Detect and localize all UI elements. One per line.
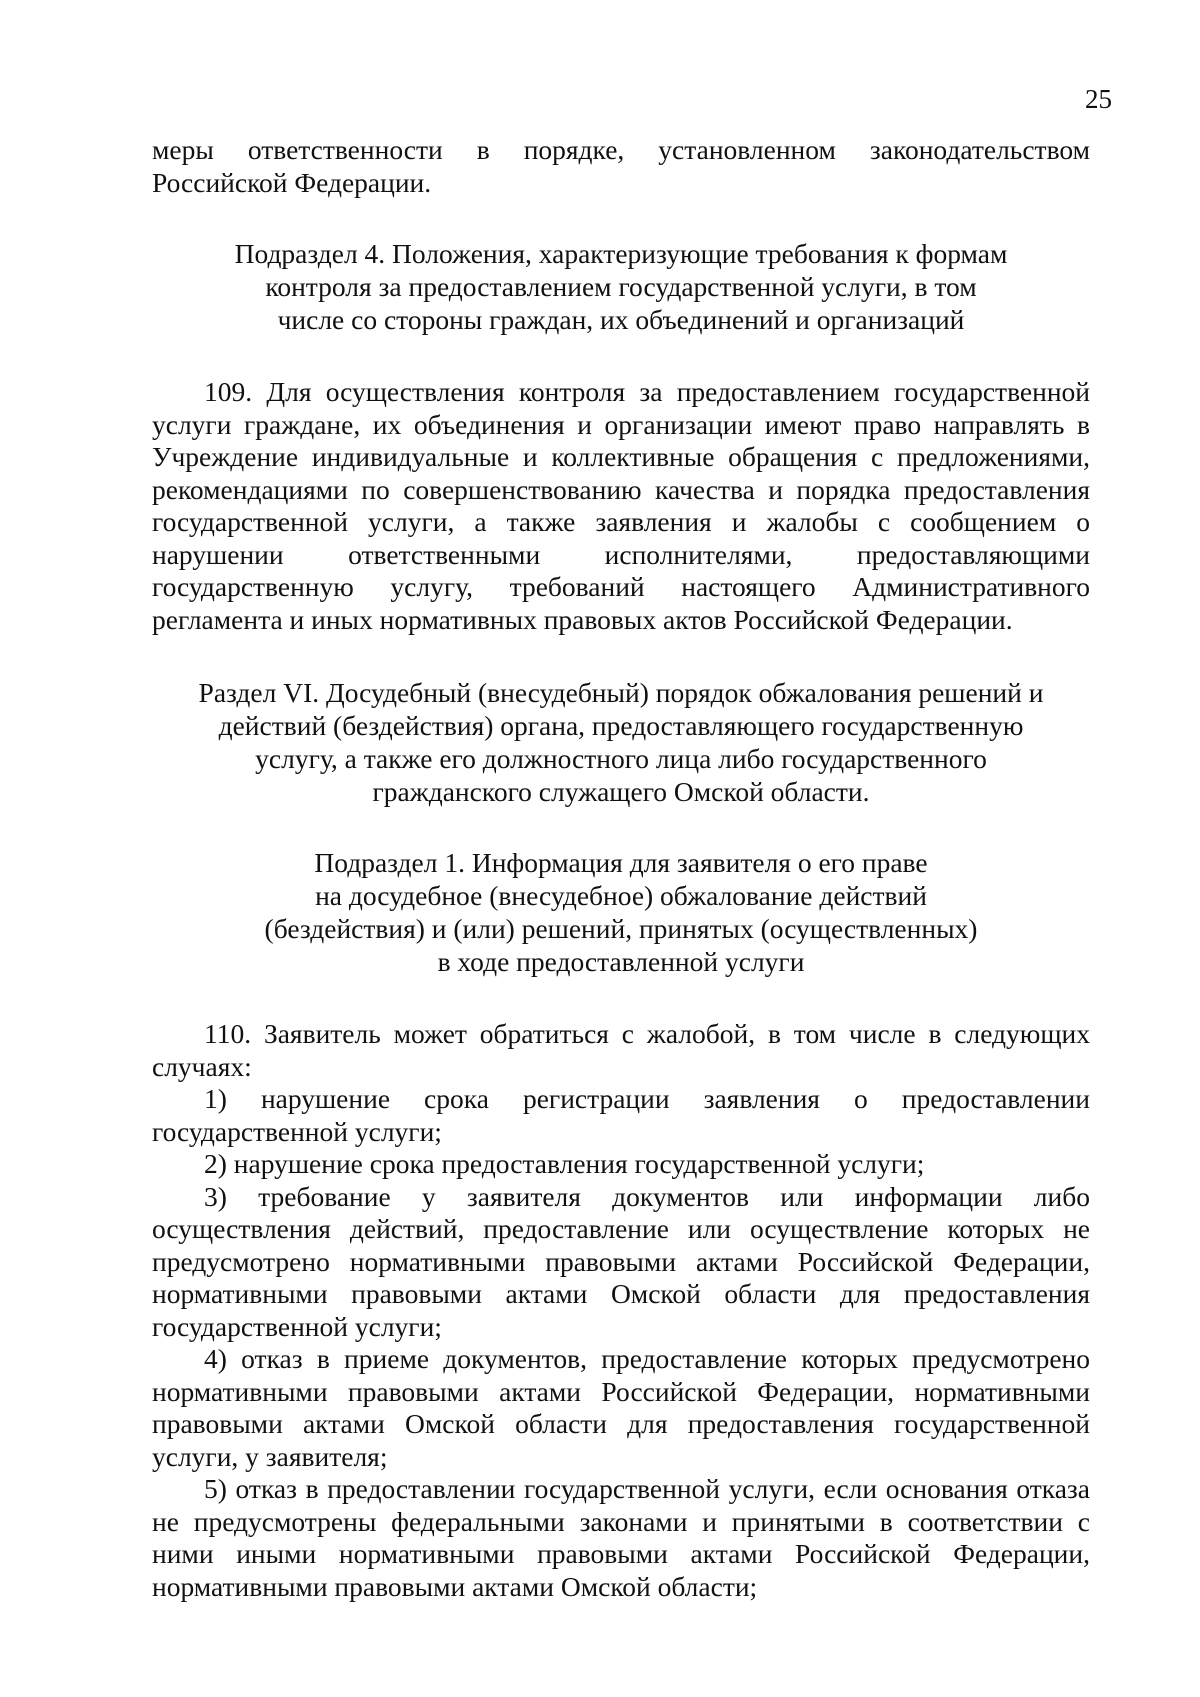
heading-line: числе со стороны граждан, их объединений и организаций bbox=[277, 304, 965, 335]
heading-line: контроля за предоставлением государственной услуги, в том bbox=[265, 271, 977, 302]
heading-line: Раздел VI. Досудебный (внесудебный) порядок обжалования решений и bbox=[198, 677, 1044, 708]
list-item: 2) нарушение срока предоставления государственной услуги; bbox=[204, 1148, 925, 1179]
subsection-1-heading bbox=[152, 846, 1090, 978]
heading-line: (бездействия) и (или) решений, принятых (осуществленных) bbox=[264, 913, 978, 944]
heading-line: услугу, а также его должностного лица либо государственного bbox=[255, 743, 987, 774]
heading-line: Подраздел 1. Информация для заявителя о его праве bbox=[314, 847, 928, 878]
section-6-heading bbox=[152, 676, 1090, 808]
intro-paragraph: меры ответственности в порядке, установленном законодательством Российской Федерации. bbox=[152, 134, 1090, 198]
subsection-4-heading bbox=[152, 237, 1090, 336]
page-number: 25 bbox=[1085, 84, 1112, 114]
list-item: 4) отказ в приеме документов, предоставление которых предусмотрено нормативными правовыми актами Российской Федерации, нормативными правовыми актами Омской области для предоставления государственной услуги, у заявителя; bbox=[152, 1343, 1090, 1472]
list-item: 1) нарушение срока регистрации заявления о предоставлении государственной услуги; bbox=[152, 1083, 1090, 1147]
heading-line: действий (бездействия) органа, предоставляющего государственную bbox=[218, 710, 1024, 741]
heading-line: в ходе предоставленной услуги bbox=[437, 946, 805, 977]
document-body bbox=[152, 84, 1090, 1603]
heading-line: на досудебное (внесудебное) обжалование действий bbox=[315, 880, 927, 911]
heading-line: Подраздел 4. Положения, характеризующие требования к формам bbox=[234, 238, 1008, 269]
heading-line: гражданского служащего Омской области. bbox=[372, 776, 870, 807]
paragraph-110-intro: 110. Заявитель может обратиться с жалобой, в том числе в следующих случаях: bbox=[152, 1018, 1090, 1082]
list-item: 5) отказ в предоставлении государственной услуги, если основания отказа не предусмотрены федеральными законами и принятыми в соответствии с ними иными нормативными правовыми актами Российской Федерации, нормативными правовыми актами Омской области; bbox=[152, 1473, 1090, 1602]
paragraph-109: 109. Для осуществления контроля за предоставлением государственной услуги граждане, их объединения и организации имеют право направлять в Учреждение индивидуальные и коллективные обращения с предложениями, рекомендациями по совершенствованию качества и порядка предоставления государственной услуги, а также заявления и жалобы с сообщением о нарушении ответственными исполнителями, предоставляющими государственную услугу, требований настоящего Административного регламента и иных нормативных правовых актов Российской Федерации. bbox=[152, 376, 1090, 635]
list-item: 3) требование у заявителя документов или информации либо осуществления действий, предоставление или осуществление которых не предусмотрено нормативными правовыми актами Российской Федерации, нормативными правовыми актами Омской области для предоставления государственной услуги; bbox=[152, 1180, 1090, 1342]
